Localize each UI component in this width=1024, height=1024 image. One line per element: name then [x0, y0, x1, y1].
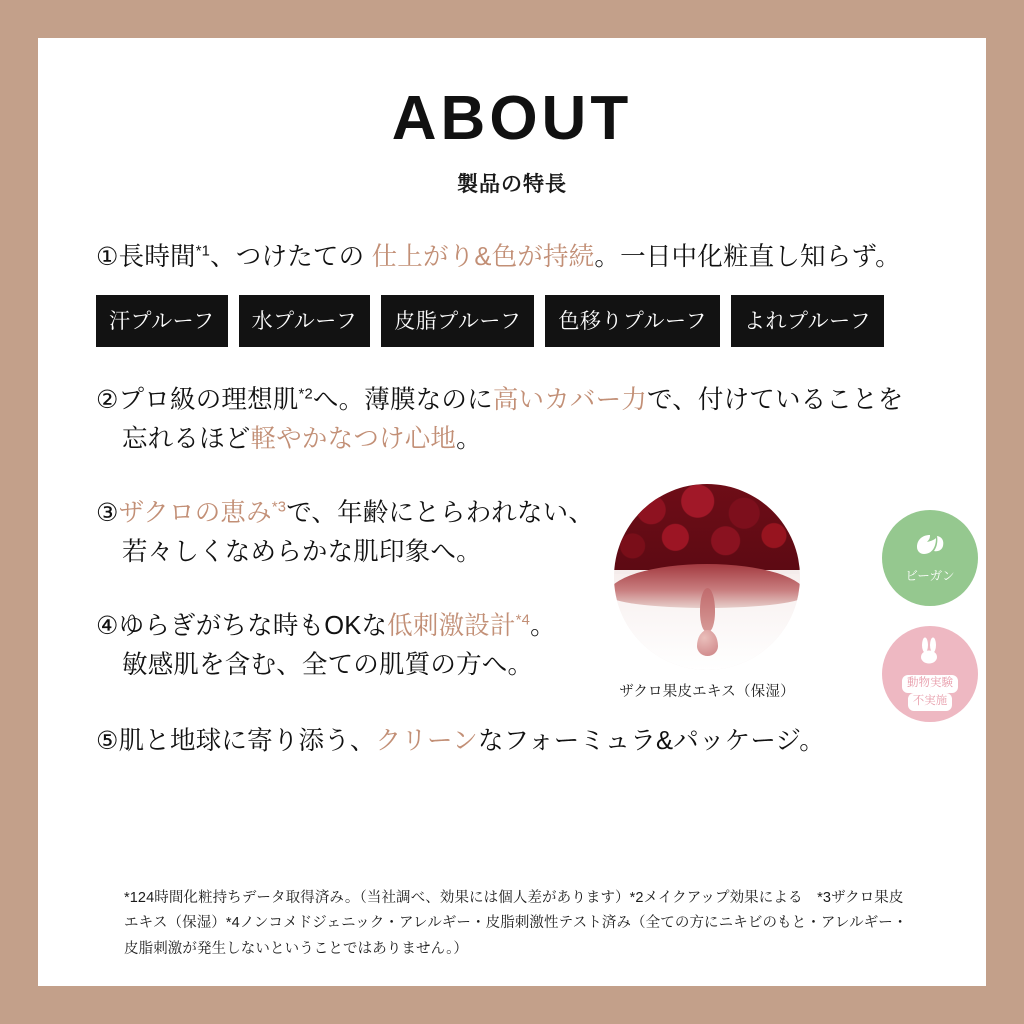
vegan-badge: [882, 510, 978, 606]
feature-3-text-a: で、年齢にとらわれない、: [286, 498, 595, 527]
feature-item-2: [96, 381, 928, 460]
feature-4-highlight: 低刺激設計: [387, 611, 516, 640]
feature-4-number: ④: [96, 611, 119, 640]
page-title: ABOUT: [391, 84, 633, 153]
cruelty-free-badge: [882, 626, 978, 722]
feature-2-footnote-ref: *2: [298, 386, 313, 403]
pomegranate-seeds-graphic: [614, 484, 800, 570]
feature-item-4: [96, 607, 928, 686]
feature-2-number: ②: [96, 385, 119, 414]
feature-1-footnote-ref: *1: [195, 243, 211, 260]
feature-1-number: ①: [96, 243, 119, 271]
feature-4-footnote-ref: *4: [515, 612, 531, 629]
ingredient-photo-wrap: [614, 484, 800, 700]
proof-chip-sweat: 汗プルーフ: [96, 295, 228, 347]
leaf-icon: [913, 531, 947, 565]
juice-droplet-graphic: [697, 630, 718, 656]
feature-2-line2-text-b: 。: [456, 425, 482, 454]
feature-item-3: [96, 494, 928, 573]
ingredient-caption: ザクロ果皮エキス（保湿）: [619, 684, 795, 700]
feature-3-number: ③: [96, 498, 119, 527]
feature-3-highlight: ザクロの恵み: [118, 498, 272, 527]
feature-2-text-c: で、付けていることを: [647, 385, 904, 414]
vegan-badge-label: ビーガン: [905, 569, 955, 584]
feature-3-line-2: 若々しくなめらかな肌印象へ。: [122, 538, 482, 567]
juice-drip-graphic: [700, 588, 715, 632]
feature-item-5: [96, 722, 928, 762]
feature-2-line2-text-a: 忘れるほど: [122, 425, 251, 454]
proof-chip-transfer: 色移りプルーフ: [545, 295, 720, 347]
feature-5-text-a: 肌と地球に寄り添う、: [118, 726, 376, 755]
proof-chip-list: [96, 295, 928, 347]
certification-badges: [882, 510, 986, 722]
cruelty-free-badge-label-2: 不実施: [908, 693, 953, 711]
rabbit-icon: [915, 637, 945, 671]
page-subtitle: 製品の特長: [457, 173, 567, 196]
feature-4-text-a: ゆらぎがちな時もOKな: [118, 611, 388, 640]
feature-2-highlight: 高いカバー力: [492, 385, 648, 414]
feature-3-footnote-ref: *3: [271, 499, 287, 516]
feature-5-number: ⑤: [96, 726, 119, 755]
feature-list: [38, 238, 986, 761]
feature-1-highlight: 仕上がり&色が持続: [371, 243, 595, 271]
proof-chip-sebum: 皮脂プルーフ: [381, 295, 534, 347]
feature-5-text-b: なフォーミュラ&パッケージ。: [477, 726, 825, 755]
page-header: [38, 38, 986, 198]
feature-2-text-a: プロ級の理想肌: [118, 385, 299, 414]
feature-4-line-2: 敏感肌を含む、全ての肌質の方へ。: [122, 651, 534, 680]
proof-chip-water: 水プルーフ: [239, 295, 371, 347]
about-card: [38, 38, 986, 986]
feature-1-text-c: 。一日中化粧直し知らず。: [594, 243, 901, 271]
proof-chip-creasing: よれプルーフ: [731, 295, 884, 347]
feature-4-text-b: 。: [530, 611, 556, 640]
pomegranate-photo: [614, 484, 800, 670]
feature-item-1: [96, 238, 928, 278]
feature-1-text-b: 、つけたての: [210, 243, 372, 271]
feature-2-line2-highlight: 軽やかなつけ心地: [250, 425, 457, 454]
footnote-text: *124時間化粧持ちデータ取得済み。（当社調べ、効果には個人差があります）*2メイクアップ効果による *3ザクロ果皮エキス（保湿）*4ノンコメドジェニック・アレルギー・皮脂刺激性テスト済み（全ての方にニキビのもと・アレルギー・皮脂刺激が発生しないということではありません。）: [124, 890, 908, 957]
feature-2-text-b: へ。薄膜なのに: [312, 385, 493, 414]
cruelty-free-badge-label-1: 動物実験: [902, 675, 958, 693]
feature-1-text-a: 長時間: [118, 243, 196, 271]
feature-2-line-2: [96, 420, 928, 460]
feature-5-highlight: クリーン: [375, 726, 478, 755]
